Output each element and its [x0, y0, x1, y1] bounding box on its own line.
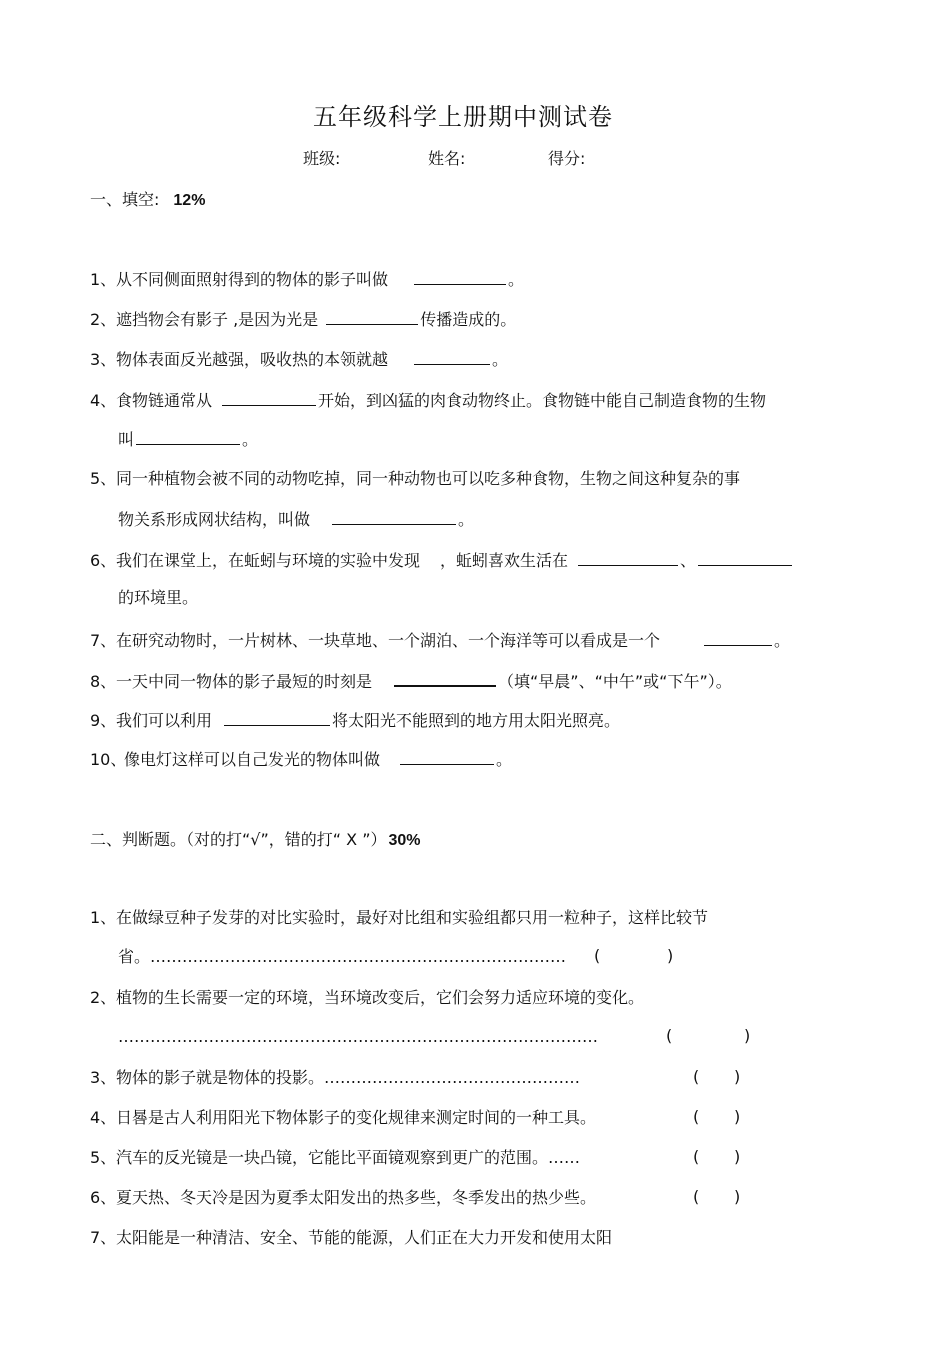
question-fill-2: 2、遮挡物会有影子 ,是因为光是 传播造成的。 [90, 307, 516, 331]
question-fill-6: 6、我们在课堂上，在蚯蚓与环境的实验中发现 ，蚯蚓喜欢生活在 、 [90, 548, 794, 572]
question-tf-5: 5、汽车的反光镜是一块凸镜，它能比平面镜观察到更广的范围。…… [90, 1148, 581, 1167]
question-fill-8: 8、一天中同一物体的影子最短的时刻是 （填“早晨”、“中午”或“下午”）。 [90, 668, 732, 693]
section-points: 12% [173, 192, 206, 209]
question-fill-5-line2: 物关系形成网状结构，叫做 。 [118, 507, 474, 531]
question-tf-1: 1、在做绿豆种子发芽的对比实验时，最好对比组和实验组都只用一粒种子，这样比较节 [90, 908, 709, 927]
section-title: 二、判断题。（对的打“√”，错的打“ X ”） [90, 830, 387, 849]
answer-paren-close: ) [734, 1147, 741, 1166]
question-fill-5: 5、同一种植物会被不同的动物吃掉，同一种动物也可以吃多种食物，生物之间这种复杂的事 [90, 469, 741, 488]
answer-blank[interactable] [224, 708, 330, 726]
section-true-false-heading [90, 827, 421, 850]
question-tf-2-line2: ……………………………………………………………………………… [118, 1027, 598, 1046]
answer-blank[interactable] [414, 267, 506, 285]
answer-paren-close: ) [667, 946, 674, 965]
question-fill-9: 9、我们可以利用 将太阳光不能照到的地方用太阳光照亮。 [90, 708, 620, 732]
question-tf-2: 2、植物的生长需要一定的环境，当环境改变后，它们会努力适应环境的变化。 [90, 988, 645, 1007]
question-fill-4: 4、食物链通常从 开始，到凶猛的肉食动物终止。食物链中能自己制造食物的生物 [90, 388, 766, 412]
answer-blank[interactable] [400, 747, 494, 765]
answer-paren-close: ) [734, 1067, 741, 1086]
question-fill-7: 7、在研究动物时，一片树林、一块草地、一个湖泊、一个海洋等可以看成是一个 。 [90, 628, 790, 652]
answer-blank[interactable] [332, 507, 456, 525]
answer-paren-close: ) [744, 1026, 751, 1045]
answer-paren-open: ( [693, 1187, 700, 1206]
answer-blank[interactable] [136, 427, 240, 445]
section-title: 一、填空: [90, 190, 160, 209]
question-fill-4-line2: 叫 。 [118, 427, 258, 451]
question-fill-10: 10、像电灯这样可以自己发光的物体叫做 。 [90, 747, 512, 771]
answer-blank[interactable] [698, 548, 792, 566]
answer-blank[interactable] [704, 628, 772, 646]
question-tf-7: 7、太阳能是一种清洁、安全、节能的能源，人们正在大力开发和使用太阳 [90, 1228, 613, 1247]
question-fill-3: 3、物体表面反光越强，吸收热的本领就越 。 [90, 347, 508, 371]
answer-paren-open: ( [666, 1026, 673, 1045]
answer-blank[interactable] [222, 388, 316, 406]
answer-blank[interactable] [414, 347, 490, 365]
answer-paren-close: ) [734, 1187, 741, 1206]
question-tf-4: 4、日晷是古人利用阳光下物体影子的变化规律来测定时间的一种工具。 [90, 1108, 597, 1127]
question-fill-6-line2: 的环境里。 [118, 588, 199, 607]
section-points: 30% [388, 832, 421, 849]
section-fill-blank-heading [90, 187, 205, 210]
name-label: 姓名: [428, 149, 466, 168]
answer-paren-open: ( [693, 1147, 700, 1166]
class-label: 班级: [303, 149, 341, 168]
answer-blank[interactable] [394, 668, 496, 687]
answer-paren-open: ( [693, 1107, 700, 1126]
answer-blank[interactable] [326, 307, 418, 325]
score-label: 得分: [548, 149, 586, 168]
answer-paren-open: ( [693, 1067, 700, 1086]
question-tf-1-line2: 省。…………………………………………………………………… [118, 947, 567, 966]
question-fill-1: 1、从不同侧面照射得到的物体的影子叫做 。 [90, 267, 524, 291]
page-title: 五年级科学上册期中测试卷 [313, 103, 613, 131]
answer-blank[interactable] [578, 548, 678, 566]
answer-paren-open: ( [594, 946, 601, 965]
question-tf-6: 6、夏天热、冬天冷是因为夏季太阳发出的热多些，冬季发出的热少些。 [90, 1188, 597, 1207]
answer-paren-close: ) [734, 1107, 741, 1126]
question-tf-3: 3、物体的影子就是物体的投影。………………………………………… [90, 1068, 581, 1087]
